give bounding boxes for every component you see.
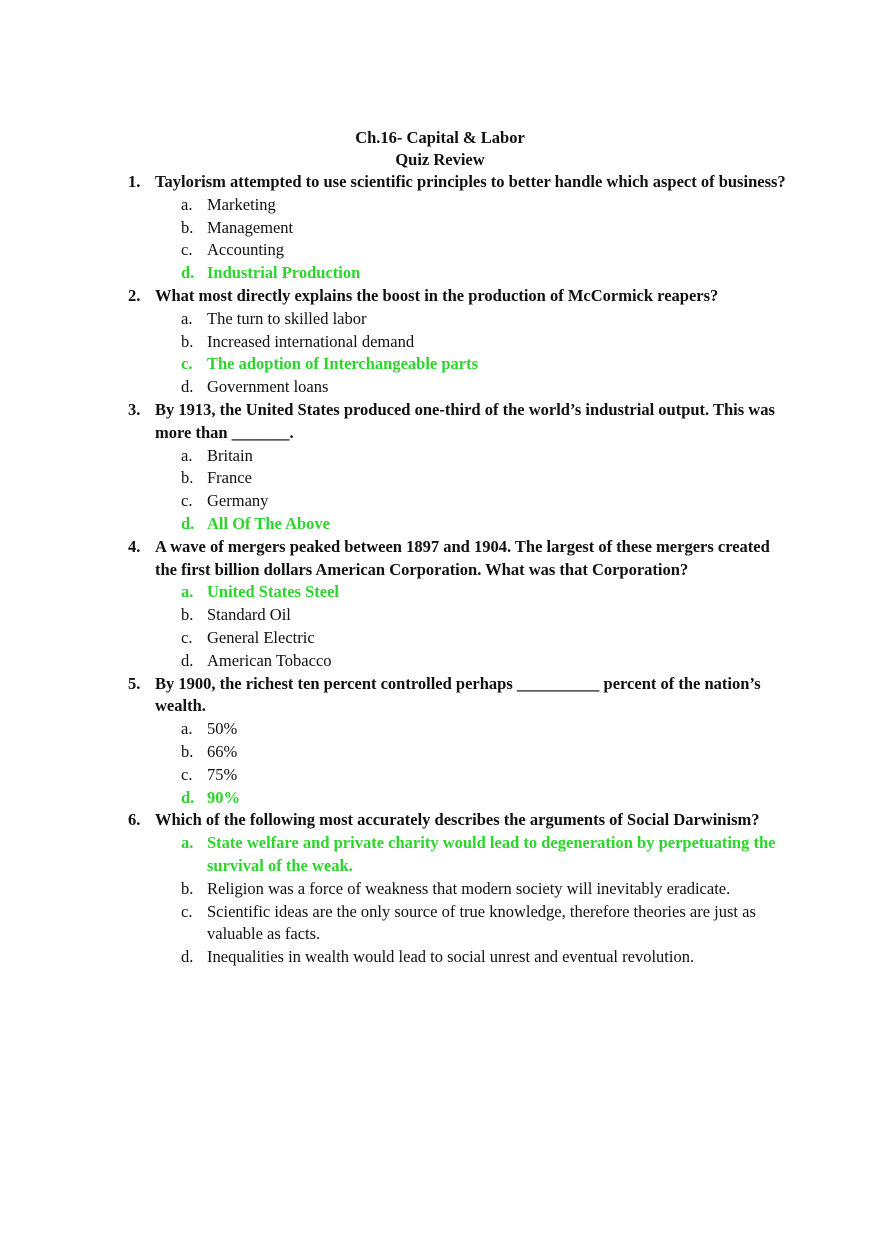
option-letter: b. — [181, 605, 194, 625]
question-6-prompt — [128, 809, 788, 832]
option-text: Increased international demand — [207, 331, 415, 351]
question-4-option-d — [128, 650, 788, 673]
option-text: Inequalities in wealth would lead to social unrest and eventual revolution. — [207, 947, 695, 967]
option-letter: a. — [181, 582, 194, 602]
question-5-option-c — [128, 764, 788, 787]
page-subtitle: Quiz Review — [395, 150, 485, 169]
option-letter: c. — [181, 764, 193, 784]
question-3-prompt — [128, 399, 788, 445]
option-text: Religion was a force of weakness that modern society will inevitably eradicate. — [207, 878, 731, 898]
quiz-list — [128, 171, 788, 969]
option-letter: b. — [181, 878, 194, 898]
question-2-number: 2. — [128, 285, 141, 305]
question-6-number: 6. — [128, 810, 141, 830]
question-4-options — [128, 581, 788, 672]
question-1-prompt — [128, 171, 788, 194]
question-2-option-d — [128, 376, 788, 399]
question-3-option-c — [128, 490, 788, 513]
question-1-option-a — [128, 194, 788, 217]
question-6-text: Which of the following most accurately describes the arguments of Social Darwinism? — [155, 810, 760, 830]
question-5-option-a — [128, 718, 788, 741]
question-6-options — [128, 832, 788, 969]
option-text: American Tobacco — [207, 650, 332, 670]
question-4 — [128, 536, 788, 673]
question-4-option-a — [128, 581, 788, 604]
question-5-number: 5. — [128, 673, 141, 693]
question-1-text: Taylorism attempted to use scientific principles to better handle which aspect of business? — [155, 172, 786, 191]
option-letter: b. — [181, 217, 194, 237]
question-1-option-b — [128, 217, 788, 240]
option-text: 66% — [207, 741, 238, 761]
option-letter: d. — [181, 787, 195, 807]
question-1 — [128, 171, 788, 285]
question-3-option-b — [128, 467, 788, 490]
option-text: The turn to skilled labor — [207, 308, 367, 328]
question-1-options — [128, 194, 788, 285]
question-1-number: 1. — [128, 172, 141, 191]
question-3-text: By 1913, the United States produced one-third of the world’s industrial output. This was more than _______. — [155, 399, 775, 442]
option-letter: a. — [181, 445, 193, 465]
option-letter: c. — [181, 354, 193, 374]
page-title: Ch.16- Capital & Labor — [355, 128, 525, 147]
option-letter: b. — [181, 741, 194, 761]
option-text: Standard Oil — [207, 605, 291, 625]
option-text: All Of The Above — [207, 513, 331, 533]
option-text: State welfare and private charity would lead to degeneration by perpetuating the survival of the weak. — [207, 833, 776, 875]
question-6-option-d — [128, 946, 788, 969]
option-text: Marketing — [207, 194, 276, 214]
question-5-prompt — [128, 673, 788, 719]
question-4-option-b — [128, 604, 788, 627]
question-6 — [128, 809, 788, 969]
question-2-prompt — [128, 285, 788, 308]
question-3 — [128, 399, 788, 536]
option-letter: d. — [181, 650, 194, 670]
question-2-option-c — [128, 353, 788, 376]
question-2-options — [128, 308, 788, 399]
option-letter: d. — [181, 513, 195, 533]
option-text: General Electric — [207, 627, 315, 647]
option-letter: c. — [181, 627, 193, 647]
option-letter: b. — [181, 331, 194, 351]
question-2-option-a — [128, 308, 788, 331]
title-block — [0, 127, 880, 171]
option-letter: a. — [181, 719, 193, 739]
option-text: 90% — [207, 787, 240, 807]
option-letter: d. — [181, 377, 194, 397]
question-2-text: What most directly explains the boost in the production of McCormick reapers? — [155, 285, 719, 305]
question-4-prompt — [128, 536, 788, 582]
question-3-option-a — [128, 445, 788, 468]
question-4-number: 4. — [128, 536, 141, 556]
question-5-option-b — [128, 741, 788, 764]
question-5 — [128, 673, 788, 810]
option-text: Accounting — [207, 240, 284, 260]
question-6-option-a — [128, 832, 788, 878]
question-4-text: A wave of mergers peaked between 1897 and 1904. The largest of these mergers created the first billion dollars American Corporation. What was that Corporation? — [155, 536, 770, 579]
option-letter: a. — [181, 194, 193, 214]
option-letter: b. — [181, 468, 194, 488]
question-5-text: By 1900, the richest ten percent controlled perhaps __________ percent of the nation’s wealth. — [155, 673, 761, 716]
option-text: The adoption of Interchangeable parts — [207, 354, 479, 374]
option-letter: c. — [181, 901, 193, 921]
option-text: Britain — [207, 445, 253, 465]
option-text: Scientific ideas are the only source of true knowledge, therefore theories are just as valuable as facts. — [207, 901, 756, 944]
question-3-option-d — [128, 513, 788, 536]
option-text: 50% — [207, 719, 238, 739]
question-3-options — [128, 445, 788, 536]
question-2-option-b — [128, 331, 788, 354]
option-text: Government loans — [207, 377, 329, 397]
option-text: United States Steel — [207, 582, 339, 602]
question-6-option-b — [128, 878, 788, 901]
option-letter: c. — [181, 491, 193, 511]
option-text: Industrial Production — [207, 263, 361, 283]
option-letter: a. — [181, 308, 193, 328]
option-text: Germany — [207, 491, 269, 511]
option-letter: d. — [181, 263, 195, 283]
question-1-option-d — [128, 262, 788, 285]
question-5-option-d — [128, 787, 788, 810]
question-4-option-c — [128, 627, 788, 650]
question-2 — [128, 285, 788, 399]
option-letter: c. — [181, 240, 193, 260]
question-1-option-c — [128, 239, 788, 262]
option-text: France — [207, 468, 252, 488]
option-text: Management — [207, 217, 294, 237]
question-6-option-c — [128, 901, 788, 947]
question-5-options — [128, 718, 788, 809]
option-letter: a. — [181, 833, 194, 853]
question-3-number: 3. — [128, 399, 141, 419]
option-text: 75% — [207, 764, 238, 784]
option-letter: d. — [181, 947, 194, 967]
